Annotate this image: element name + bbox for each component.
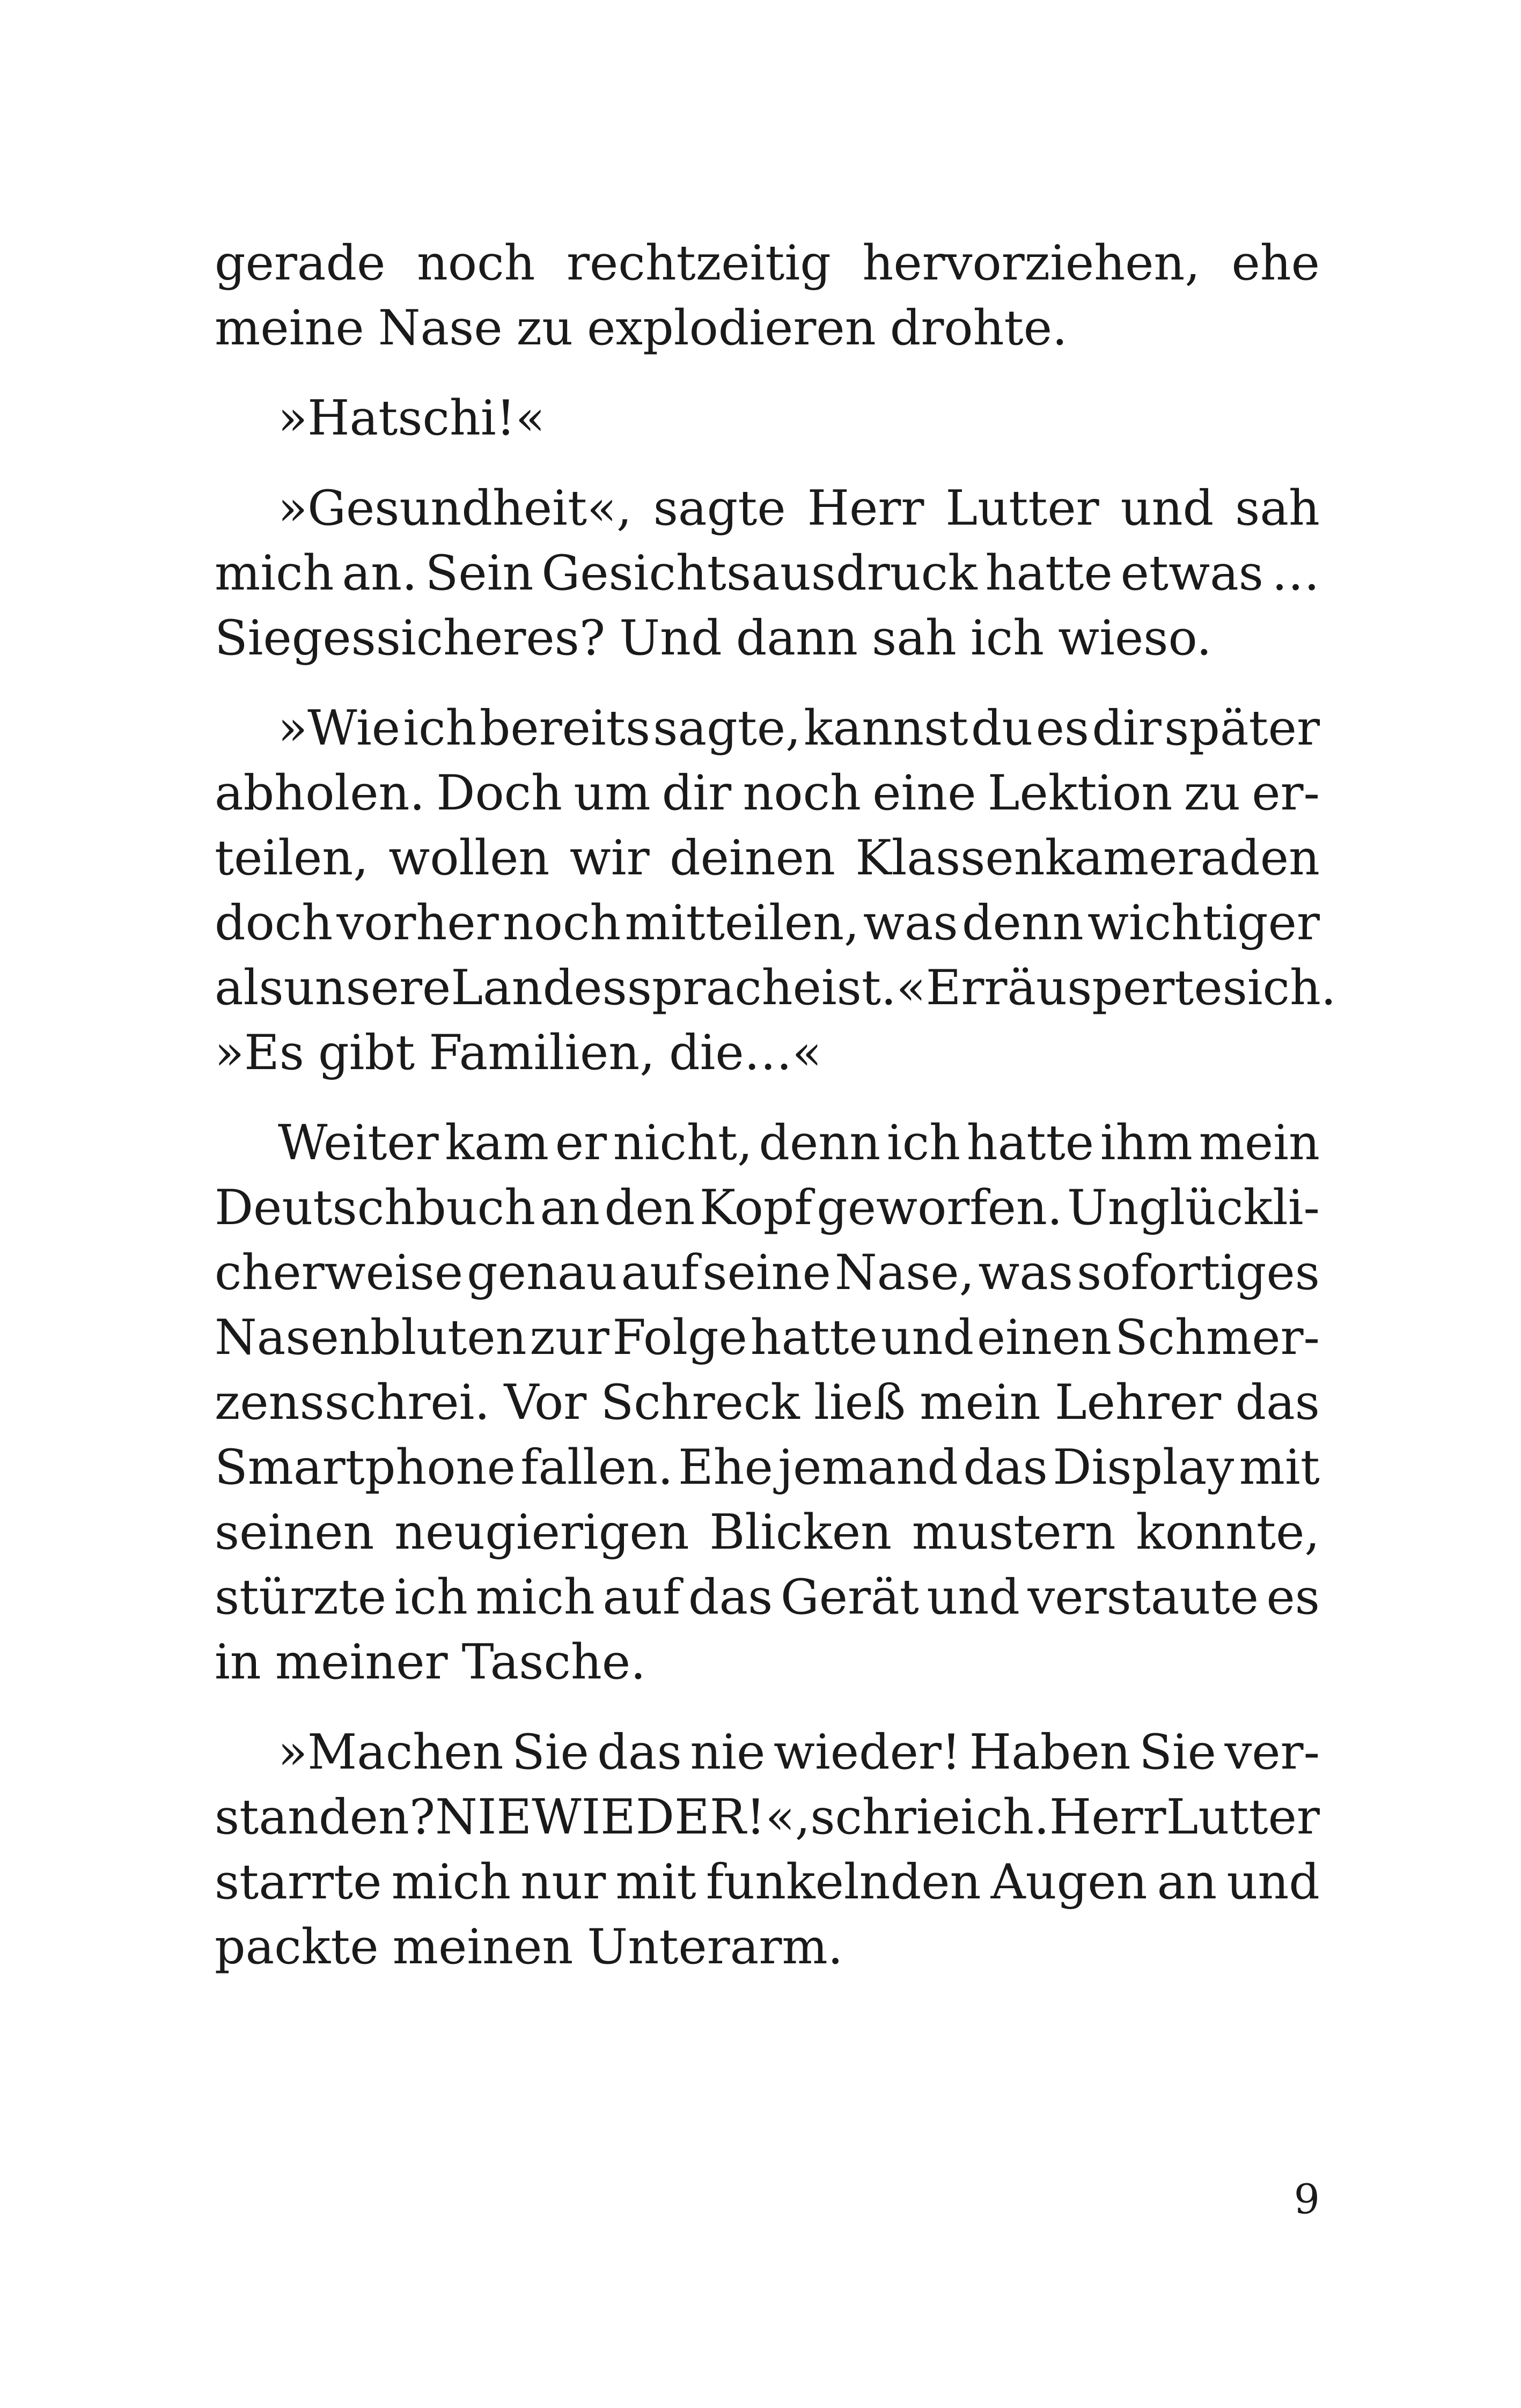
text-line [215,1565,1320,1630]
word: es [1266,1569,1320,1625]
word: Display [1053,1439,1235,1496]
word: Er [925,960,984,1016]
word: funkelnden [706,1854,981,1910]
word: denn [759,1115,881,1171]
word: Doch [436,765,562,821]
word: Lehrer [1054,1374,1222,1431]
word: unsere [283,960,451,1016]
paragraph-gap [215,1085,1320,1110]
word: abholen. [215,765,425,821]
word: Sie [512,1724,589,1780]
word: kannst [804,700,968,756]
word: Herr [1049,1789,1166,1845]
word: Klassenkameraden [855,830,1320,886]
text-line [215,1914,1320,1979]
word: »Hatschi!« [278,390,545,446]
word: ich [403,700,477,756]
word: eine [872,765,976,821]
word: Lutter [945,480,1099,536]
word: nicht, [613,1115,753,1171]
word: sagte [653,480,786,536]
text-line [215,1850,1320,1914]
word: an. [342,545,417,601]
word: mit [615,1854,696,1910]
word: »Machen [278,1724,504,1780]
text-line [215,476,1320,541]
word: cherweise [215,1244,464,1301]
word: was [978,1244,1074,1301]
text-line [215,826,1320,890]
word: räusperte [984,960,1223,1016]
paragraph-gap [215,671,1320,696]
word: Deutschbuch [215,1180,536,1236]
word: sagte, [653,700,801,756]
word: nur [520,1854,606,1910]
word: doch [215,895,333,951]
word: Siegessicheres? [215,610,606,666]
word: an [540,1180,600,1236]
word: ihm [1100,1115,1193,1171]
word: WIEDER!«, [532,1789,811,1845]
word: drohte. [890,300,1068,356]
word: mich [391,1854,511,1910]
word: gibt [318,1025,415,1081]
text-line [215,955,1336,1020]
word: Gerät [780,1569,919,1625]
word: Nase [378,300,503,356]
word: Tasche. [461,1634,646,1690]
word: rechtzeitig [567,235,831,291]
word: dir [1092,700,1162,756]
word: meinen [392,1919,574,1975]
text-line [215,1020,1320,1085]
word: »Es [215,1025,304,1081]
word: jemand [778,1439,959,1496]
text-line [215,296,1320,360]
word: noch [502,895,621,951]
word: Familien, [429,1025,655,1081]
word: »Wie [278,700,401,756]
word: wir [569,830,650,886]
word: es [1035,700,1090,756]
word: Augen [990,1854,1148,1910]
word: auf [621,1244,699,1301]
word: verstaute [1027,1569,1259,1625]
word: Nase, [834,1244,975,1301]
word: schrie [810,1789,960,1845]
word: und [1120,480,1214,536]
word: Nasenbluten [215,1309,527,1366]
word: zu [1184,765,1241,821]
word: das [597,1724,682,1780]
word: Sie [1139,1724,1216,1780]
word: sah [872,610,957,666]
word: wieder! [773,1724,961,1780]
word: hatte [750,1309,878,1366]
word: standen? [215,1789,436,1845]
word: packte [215,1919,379,1975]
word: ist.« [821,960,926,1016]
word: meine [215,300,364,356]
word: wollen [388,830,550,886]
text-line [215,1370,1320,1435]
word: Kopf [699,1180,812,1236]
word: einen [976,1309,1112,1366]
word: Lektion [987,765,1173,821]
word: seine [702,1244,831,1301]
word: geworfen. [817,1180,1063,1236]
paragraph [215,1720,1320,1979]
word: und [880,1309,974,1366]
word: Folge [612,1309,747,1366]
paragraph-gap [215,360,1320,386]
word: … [1271,545,1320,601]
word: »Gesundheit«, [278,480,632,536]
word: ließ [814,1374,906,1431]
word: du [971,700,1033,756]
word: mustern [912,1504,1116,1560]
word: nie [690,1724,766,1780]
word: denn [961,895,1084,951]
word: um [574,765,651,821]
word: sah [1235,480,1320,536]
word: Gesichtsausdruck [541,545,978,601]
word: seinen [215,1504,374,1560]
word: und [1226,1854,1320,1910]
word: ehe [1231,235,1320,291]
text-line [215,1305,1320,1370]
word: wieso. [1058,610,1212,666]
text-line [215,541,1320,606]
word: Sein [425,545,534,601]
word: das [963,1439,1048,1496]
text-line [215,1630,1320,1695]
word: vorher [336,895,499,951]
word: gerade [215,235,386,291]
word: zu [516,300,574,356]
word: mein [920,1374,1041,1431]
text-line [215,890,1320,955]
word: Ehe [678,1439,773,1496]
word: Haben [969,1724,1131,1780]
paragraph [215,231,1320,360]
word: neugierigen [394,1504,689,1560]
word: ich. [960,1789,1049,1845]
text-line [215,1720,1320,1785]
paragraph-gap [215,451,1320,476]
word: meiner [275,1634,448,1690]
text-line [215,1175,1320,1240]
word: hatte [985,545,1113,601]
word: den [604,1180,695,1236]
word: Lutter [1166,1789,1320,1845]
word: sich. [1222,960,1336,1016]
word: Vor [504,1374,587,1431]
text-line [215,1785,1320,1850]
word: mich [215,545,334,601]
word: etwas [1120,545,1263,601]
word: Schreck [600,1374,800,1431]
word: wichtiger [1087,895,1320,951]
word: ich [886,1115,961,1171]
word: in [215,1634,261,1690]
word: mein [1199,1115,1320,1171]
word: dann [736,610,858,666]
text-line [215,606,1320,671]
word: Herr [807,480,924,536]
word: Unterarm. [587,1919,843,1975]
word: teilen, [215,830,369,886]
paragraph [215,1110,1320,1695]
word: als [215,960,284,1016]
word: ich [394,1569,468,1625]
text-line [215,1435,1320,1500]
word: NIE [435,1789,532,1845]
word: mitteilen, [624,895,859,951]
paragraph [215,476,1320,671]
text-line [215,1240,1320,1305]
word: Smartphone [215,1439,516,1496]
word: an [1157,1854,1217,1910]
word: fallen. [520,1439,673,1496]
word: das [688,1569,773,1625]
text-line [215,231,1320,296]
word: später [1164,700,1320,756]
text-line [215,761,1320,826]
word: explodieren [587,300,876,356]
word: zensschrei. [215,1374,490,1431]
paragraph [215,386,1320,451]
word: auf [602,1569,681,1625]
text-line [215,386,1320,451]
word: genau [467,1244,618,1301]
word: er- [1252,765,1320,821]
text-line [215,696,1320,761]
word: kam [445,1115,549,1171]
paragraph [215,696,1336,1085]
word: Und [619,610,722,666]
word: hatte [966,1115,1094,1171]
body-text [215,231,1336,1979]
word: mich [475,1569,595,1625]
word: die…« [668,1025,822,1081]
word: was [863,895,958,951]
word: das [1235,1374,1320,1431]
word: konnte, [1136,1504,1320,1560]
word: zur [530,1309,609,1366]
word: starrte [215,1854,382,1910]
word: dir [662,765,732,821]
word: noch [416,235,535,291]
word: Landessprache [451,960,821,1016]
word: hervorziehen, [862,235,1200,291]
word: sofortiges [1077,1244,1320,1301]
word: Schmer- [1114,1309,1320,1366]
word: mit [1239,1439,1320,1496]
word: stürzte [215,1569,387,1625]
word: Weiter [278,1115,439,1171]
text-line [215,1500,1320,1565]
word: Blicken [709,1504,892,1560]
paragraph-gap [215,1695,1320,1720]
word: er [555,1115,607,1171]
word: deinen [670,830,835,886]
word: ich [970,610,1045,666]
word: Unglückli- [1067,1180,1320,1236]
word: bereits [479,700,651,756]
text-line [215,1110,1320,1175]
word: und [927,1569,1020,1625]
word: ver- [1224,1724,1320,1780]
word: noch [743,765,861,821]
page-number: 9 [1294,2175,1320,2223]
